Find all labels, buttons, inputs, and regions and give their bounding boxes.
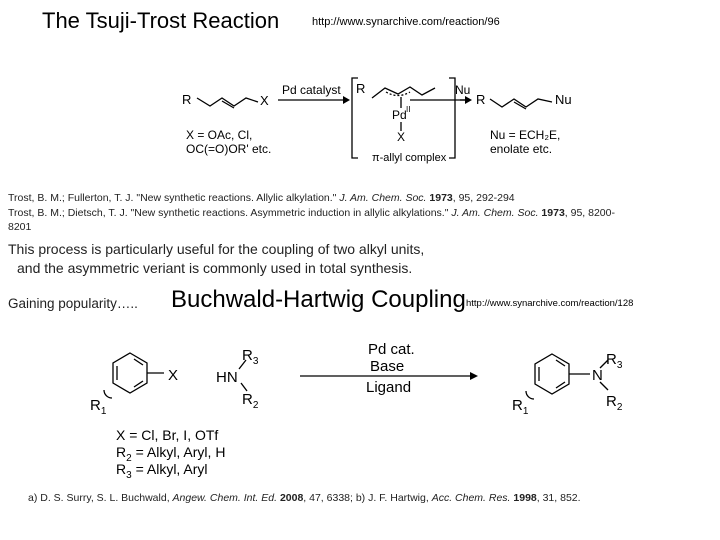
pd-oxidation: II	[406, 105, 411, 114]
bh-aryl-x: X	[168, 367, 179, 384]
bh-citation: a) D. S. Surry, S. L. Buchwald, Angew. Chem. Int. Ed. 2008, 47, 6338; b) J. F. Hartwig, Acc. Chem. Res. 1998, 31, 852.	[28, 492, 581, 504]
page-title: The Tsuji-Trost Reaction	[42, 8, 280, 33]
nu-definition-line1: Nu = ECH₂E,	[490, 128, 561, 142]
aryl-ring-left	[113, 353, 147, 393]
bh-product-n: N	[592, 367, 603, 384]
leaving-group-x: X	[260, 93, 269, 108]
pd-catalyst-label: Pd catalyst	[282, 83, 341, 97]
bh-condition-ligand: Ligand	[366, 379, 412, 396]
bh-r1-left: $R_1$	[90, 397, 107, 417]
description-line-1: This process is particularly useful for the coupling of two alkyl units,	[8, 241, 425, 257]
buchwald-hartwig-scheme	[0, 290, 720, 500]
buchwald-url[interactable]: http://www.synarchive.com/reaction/128	[466, 298, 634, 309]
source-url[interactable]: http://www.synarchive.com/reaction/96	[312, 16, 500, 28]
product-nu: Nu	[555, 92, 572, 107]
pd-label: Pd	[392, 108, 407, 122]
product-r: R	[476, 92, 486, 107]
bh-r2-definition: $R_2$ = Alkyl, Aryl, H	[116, 444, 226, 464]
reactant-r: R	[182, 92, 192, 107]
nu-label: Nu	[455, 83, 471, 97]
bh-r2-product: $R_2$	[606, 393, 623, 413]
bh-condition-base: Base	[370, 358, 405, 375]
bh-r3-amine: $R_3$	[242, 347, 259, 367]
bh-r1-product: $R_1$	[512, 397, 529, 417]
x-definition-line2: OC(=O)OR' etc.	[186, 142, 272, 156]
bh-hn-label: HN	[216, 369, 238, 386]
bh-x-definition: X = Cl, Br, I, OTf	[116, 427, 219, 443]
bh-r2-amine: $R_2$	[242, 391, 259, 411]
bh-condition-pd: Pd cat.	[368, 341, 415, 358]
tsuji-trost-scheme	[0, 0, 720, 180]
pi-allyl-caption: π-allyl complex	[372, 152, 447, 164]
description-line-2: and the asymmetric veriant is commonly used in total synthesis.	[17, 260, 413, 276]
description-paragraph	[8, 240, 424, 278]
nu-definition-line2: enolate etc.	[490, 142, 553, 156]
buchwald-hartwig-title: Buchwald-Hartwig Coupling	[171, 286, 466, 313]
bh-r3-definition: $R_3$ = Alkyl, Aryl	[116, 461, 208, 481]
bh-r3-product: $R_3$	[606, 351, 623, 371]
gaining-popularity-text: Gaining popularity…..	[8, 296, 138, 311]
aryl-ring-right	[535, 354, 569, 394]
pd-x-label: X	[397, 130, 406, 144]
reference-2: Trost, B. M.; Dietsch, T. J. "New synthetic reactions. Asymmetric induction in allylic alkylations." J. Am. Chem. Soc. 1973, 95, 8200-	[8, 207, 615, 219]
reference-2-continued: 8201	[8, 221, 32, 233]
reference-1: Trost, B. M.; Fullerton, T. J. "New synthetic reactions. Allylic alkylation." J. Am. Chem. Soc. 1973, 95, 292-294	[8, 192, 515, 204]
complex-r: R	[356, 81, 366, 96]
x-definition-line1: X = OAc, Cl,	[186, 128, 253, 142]
